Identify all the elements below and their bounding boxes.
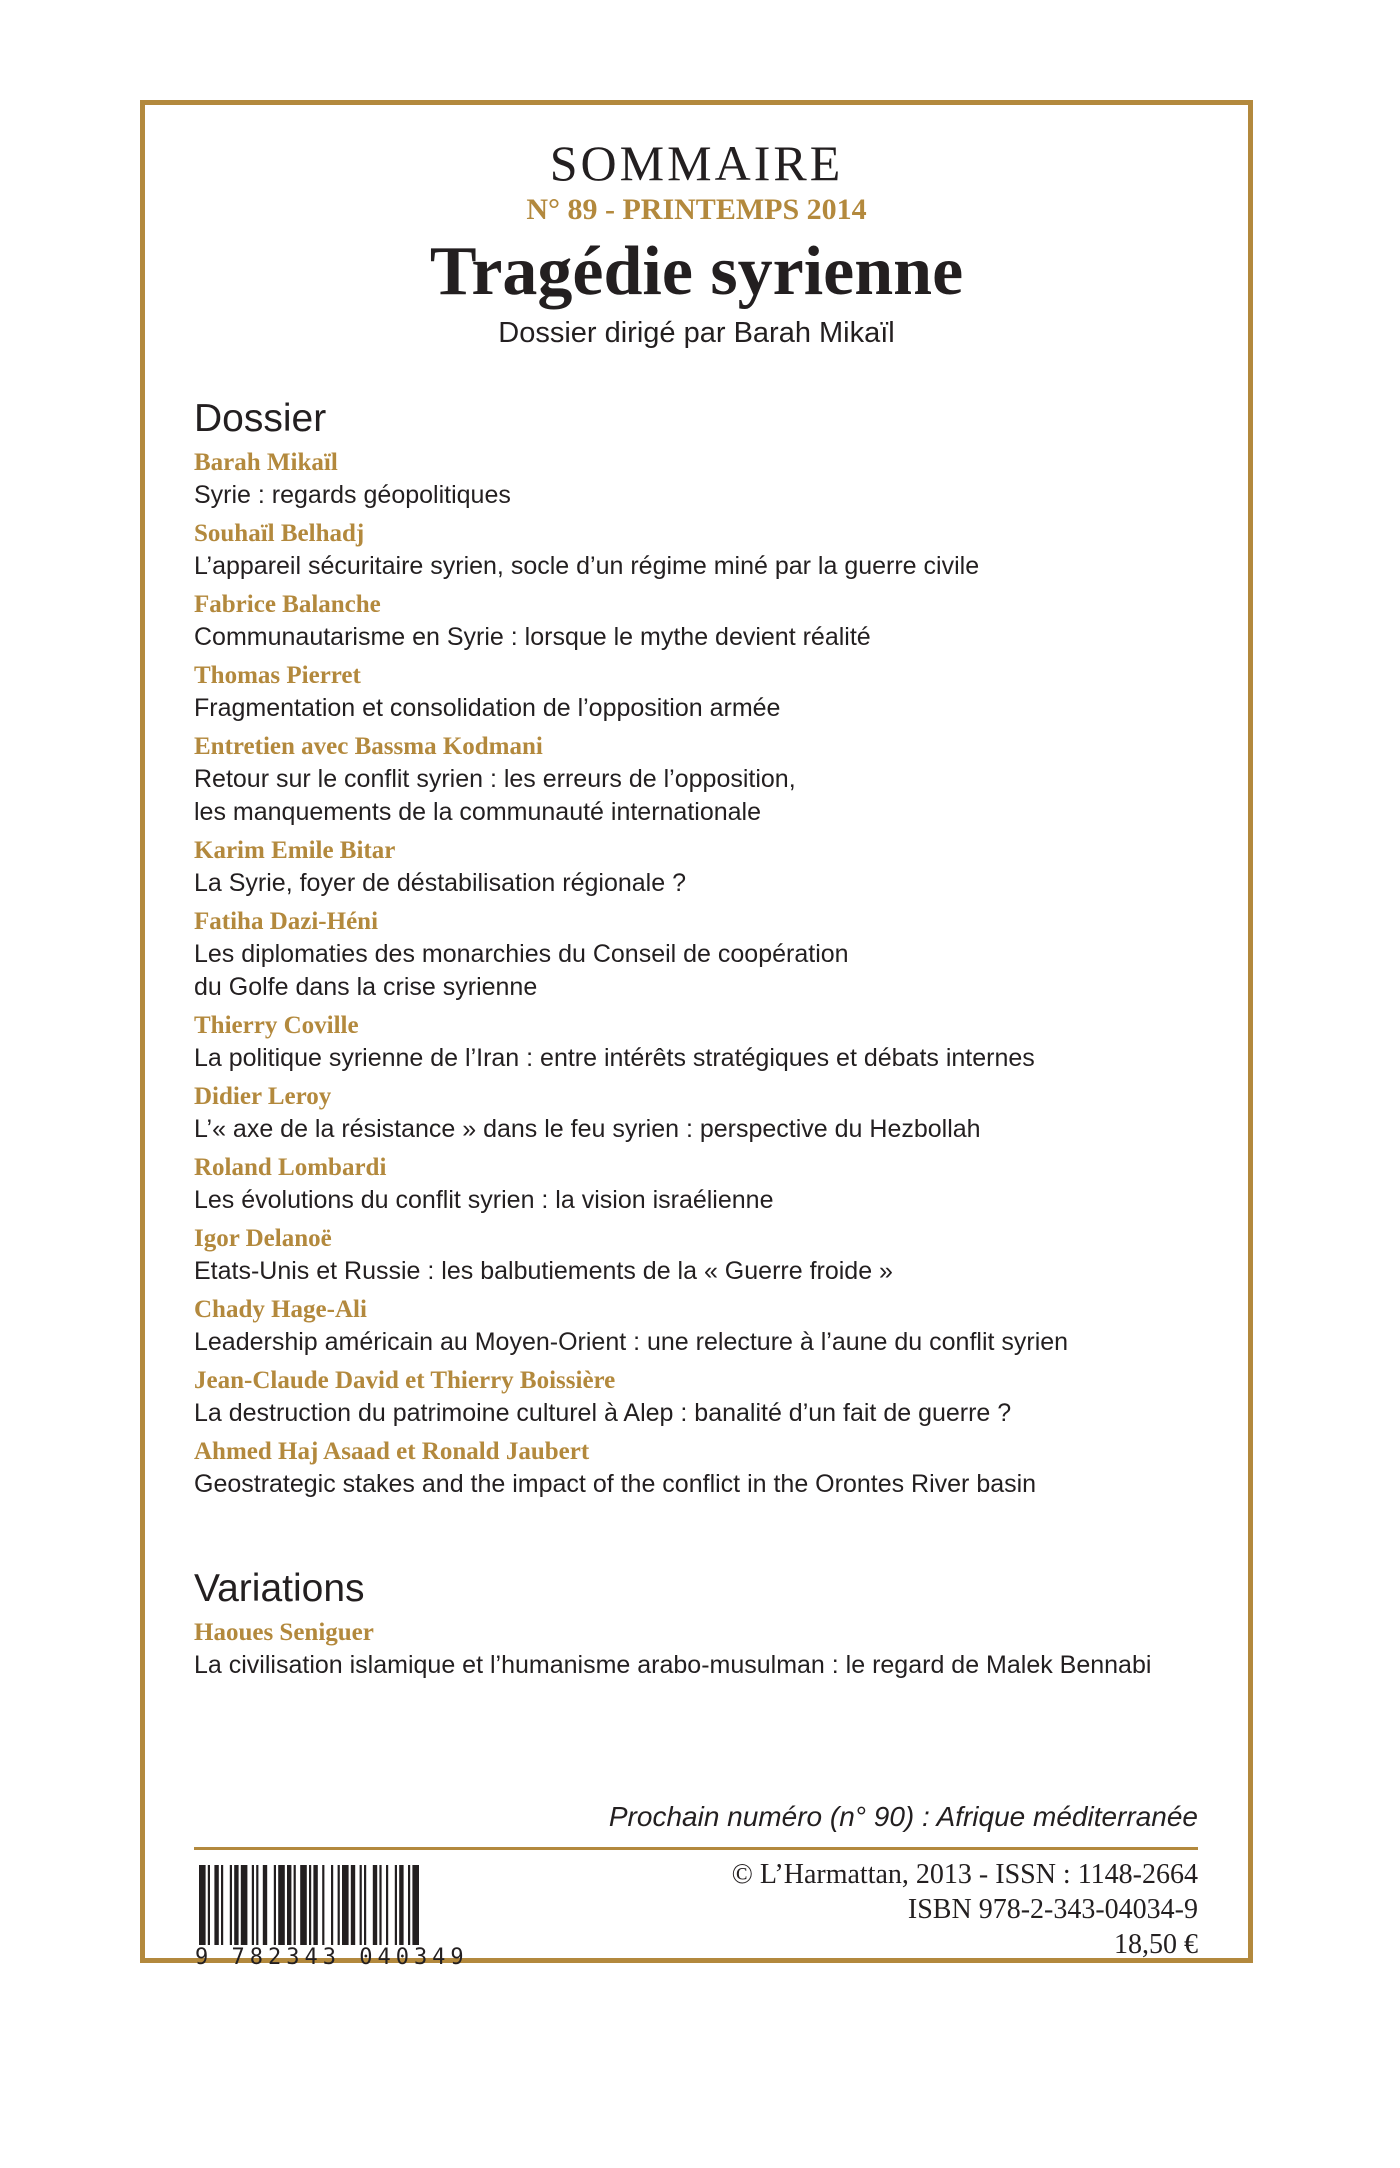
- entry-author: Souhaïl Belhadj: [194, 520, 365, 547]
- toc-entry: [194, 1617, 1218, 1682]
- barcode-bar: [287, 1865, 291, 1945]
- barcode-bar: [322, 1865, 324, 1945]
- price: 18,50 €: [1114, 1929, 1198, 1960]
- toc-entry: [194, 1223, 1218, 1288]
- section-title-dossier: Dossier: [194, 397, 327, 440]
- barcode-bar: [199, 1865, 206, 1945]
- barcode-image: [195, 1865, 515, 1945]
- barcode-bar: [412, 1865, 419, 1945]
- barcode-bar: [313, 1865, 317, 1945]
- entry-title: La Syrie, foyer de déstabilisation régionale ?: [194, 869, 686, 897]
- entry-author: Karim Emile Bitar: [194, 837, 396, 864]
- toc-entry: [194, 1152, 1218, 1217]
- barcode-bar: [408, 1865, 410, 1945]
- entry-author: Jean-Claude David et Thierry Boissière: [194, 1367, 616, 1394]
- dossier-editor: Dossier dirigé par Barah Mikaïl: [498, 317, 895, 349]
- barcode-bar: [252, 1865, 254, 1945]
- toc-entry: [194, 589, 1218, 654]
- entry-title: Les évolutions du conflit syrien : la vision israélienne: [194, 1186, 774, 1214]
- barcode-bar: [230, 1865, 232, 1945]
- barcode-bar: [395, 1865, 397, 1945]
- entry-title: L’« axe de la résistance » dans le feu syrien : perspective du Hezbollah: [194, 1115, 981, 1143]
- toc-entry: [194, 1365, 1218, 1430]
- barcode-bar: [364, 1865, 366, 1945]
- barcode-bar: [386, 1865, 388, 1945]
- barcode-bars: [195, 1865, 515, 1945]
- barcode-bar: [263, 1865, 267, 1945]
- toc-entry: [194, 1436, 1218, 1501]
- toc-entry: [194, 835, 1218, 900]
- publisher-info: [732, 1857, 1198, 1962]
- toc-entry: [194, 1294, 1218, 1359]
- entry-author: Fabrice Balanche: [194, 591, 381, 618]
- barcode-bar: [241, 1865, 248, 1945]
- entry-title: La politique syrienne de l’Iran : entre intérêts stratégiques et débats internes: [194, 1044, 1035, 1072]
- divider-line: [194, 1847, 1198, 1850]
- entry-title: Etats-Unis et Russie : les balbutiements de la « Guerre froide »: [194, 1257, 893, 1285]
- entry-title: La civilisation islamique et l’humanisme arabo-musulman : le regard de Malek Bennabi: [194, 1651, 1152, 1679]
- entry-author: Fatiha Dazi-Héni: [194, 908, 379, 935]
- entry-title: Les diplomaties des monarchies du Conseil de coopération: [194, 940, 849, 968]
- barcode-bar: [214, 1865, 218, 1945]
- sommaire-heading: SOMMAIRE: [549, 135, 844, 191]
- entry-title: Retour sur le conflit syrien : les erreurs de l’opposition,: [194, 765, 796, 793]
- barcode-bar: [309, 1865, 311, 1945]
- entry-title: La destruction du patrimoine culturel à Alep : banalité d’un fait de guerre ?: [194, 1399, 1012, 1427]
- entry-author: Roland Lombardi: [194, 1154, 387, 1181]
- section-dossier: [194, 395, 1218, 1501]
- entry-title: Fragmentation et consolidation de l’opposition armée: [194, 694, 781, 722]
- entry-title: Geostrategic stakes and the impact of the conflict in the Orontes River basin: [194, 1470, 1037, 1498]
- barcode-bar: [234, 1865, 238, 1945]
- toc-entry: [194, 731, 1218, 829]
- entry-title: L’appareil sécuritaire syrien, socle d’un régime miné par la guerre civile: [194, 552, 980, 580]
- toc-entry: [194, 518, 1218, 583]
- barcode-digits: 9 782343 040349: [195, 1945, 469, 1970]
- toc-entry: [194, 447, 1218, 512]
- section-variations: [194, 1565, 1218, 1682]
- barcode-bar: [373, 1865, 377, 1945]
- entry-title-continued: les manquements de la communauté internationale: [194, 798, 762, 826]
- toc-entry: [194, 1010, 1218, 1075]
- barcode-bar: [379, 1865, 381, 1945]
- entry-author: Igor Delanoë: [194, 1225, 332, 1252]
- toc-entry: [194, 660, 1218, 725]
- issue-number: N° 89 - PRINTEMPS 2014: [526, 193, 867, 226]
- barcode-bar: [331, 1865, 333, 1945]
- table-of-contents: [194, 395, 1218, 1688]
- isbn: ISBN 978-2-343-04034-9: [907, 1894, 1198, 1925]
- entry-title: Communautarisme en Syrie : lorsque le mythe devient réalité: [194, 623, 871, 651]
- barcode-bar: [342, 1865, 349, 1945]
- entry-title-continued: du Golfe dans la crise syrienne: [194, 973, 538, 1001]
- barcode-bar: [360, 1865, 362, 1945]
- barcode-bar: [399, 1865, 403, 1945]
- barcode-bar: [274, 1865, 276, 1945]
- entry-title: Leadership américain au Moyen-Orient : une relecture à l’aune du conflit syrien: [194, 1328, 1069, 1356]
- barcode-bar: [278, 1865, 285, 1945]
- toc-entry: [194, 906, 1218, 1004]
- entry-author: Thierry Coville: [194, 1012, 359, 1039]
- entry-author: Thomas Pierret: [194, 662, 361, 689]
- copyright-issn: © L’Harmattan, 2013 - ISSN : 1148-2664: [731, 1859, 1198, 1890]
- next-issue-note: Prochain numéro (n° 90) : Afrique méditerranée: [608, 1801, 1198, 1832]
- header: [145, 135, 1248, 351]
- page-frame: [140, 100, 1253, 1970]
- entry-author: Entretien avec Bassma Kodmani: [194, 733, 543, 760]
- entry-author: Didier Leroy: [194, 1083, 332, 1110]
- entry-author: Barah Mikaïl: [194, 449, 338, 476]
- barcode-bar: [221, 1865, 223, 1945]
- issue-title: Tragédie syrienne: [429, 233, 964, 310]
- section-title-variations: Variations: [194, 1567, 365, 1610]
- barcode-bar: [208, 1865, 210, 1945]
- entry-author: Ahmed Haj Asaad et Ronald Jaubert: [194, 1438, 590, 1465]
- barcode-bar: [351, 1865, 355, 1945]
- barcode-bar: [338, 1865, 340, 1945]
- toc-entry: [194, 1081, 1218, 1146]
- entry-author: Chady Hage-Ali: [194, 1296, 367, 1323]
- barcode-bar: [300, 1865, 307, 1945]
- entry-title: Syrie : regards géopolitiques: [194, 481, 511, 509]
- entry-author: Haoues Seniguer: [194, 1619, 374, 1646]
- barcode-bar: [294, 1865, 296, 1945]
- barcode-bar: [256, 1865, 258, 1945]
